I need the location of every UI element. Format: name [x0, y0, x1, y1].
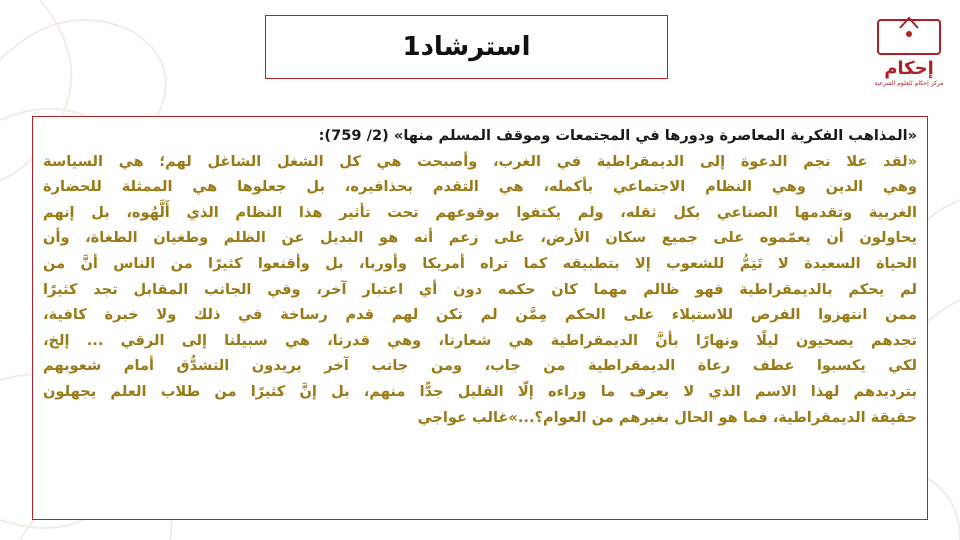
quote-line: الغربية وتقدمها الصناعي بكل ثقله، ولم يكتفوا بوقوعهم تحت تأثير هذا النظام الذي أَلَّهُوه، بل إنهم — [43, 203, 917, 221]
quote-box — [32, 116, 928, 520]
logo-subtitle: مركز إحكام للعلوم الشرعية — [874, 80, 944, 87]
quote-line: لكي يكسبوا عطف رعاة الديمقراطية من جاب، ومن جانب آخر يريدون التشدُّق أمام شعوبهم — [43, 357, 917, 375]
quote-line: حقيقة الديمقراطية، فما هو الحال بغيرهم من العوام؟...»غالب عواجي — [417, 408, 917, 426]
quote-line: تجدهم يصحيون ليلًا ونهارًا بأنَّ الديمقراطية هي شعارنا، وهي قدرنا، هي سبيلنا إلى الرقي ... إلخ، — [43, 331, 917, 349]
quote-line: لم يحكم بالديمقراطية فهو ظالم مهما كان حكمه دون أي اعتبار آخر، وفي الجانب المقابل تجد كثيرًا — [43, 280, 917, 298]
quote-line: ممن انتهزوا الفرص للاستيلاء على الحكم مِمَّن لم تكن لهم قدم رساخة في ذلك ولا خبرة كافية، — [43, 306, 917, 324]
quote-line: الحياة السعيدة لا تَتِمُّ للشعوب إلا بتطبيقه كما تراه أمريكا وأوربا، بل وأقنعوا كثيرًا من الناس أنَّ من — [43, 254, 917, 272]
quote-line: بترديدهم لهذا الاسم الذي لا يعرف ما وراءه إلّا القليل جدًّا منهم، بل إنَّ كثيرًا من طلاب العلم يجهلون — [43, 382, 917, 400]
logo-icon — [870, 14, 948, 58]
slide-title: استرشاد1 — [402, 32, 531, 62]
quote-line: «لقد علا نجم الدعوة إلى الديمقراطية في الغرب، وأصبحت هي كل الشغل الشاغل لهم؛ هي السياسة — [43, 152, 917, 170]
quote-line: وهي الدين وهي النظام الاجتماعي بأكمله، هي التقدم بحذافيره، بل جعلوها هي الممثلة للحضارة — [43, 178, 917, 196]
quote-source-heading: «المذاهب الفكرية المعاصرة ودورها في المجتمعات وموقف المسلم منها» (2/ 759): — [318, 127, 917, 144]
title-box — [265, 15, 668, 79]
logo — [870, 14, 948, 87]
quote-line: يحاولون أن يعمّموه على جميع سكان الأرض، على زعم أنه هو البديل عن الظلم وطغيان الطغاة، وأن — [43, 229, 917, 247]
logo-name: إحكام — [884, 58, 934, 79]
